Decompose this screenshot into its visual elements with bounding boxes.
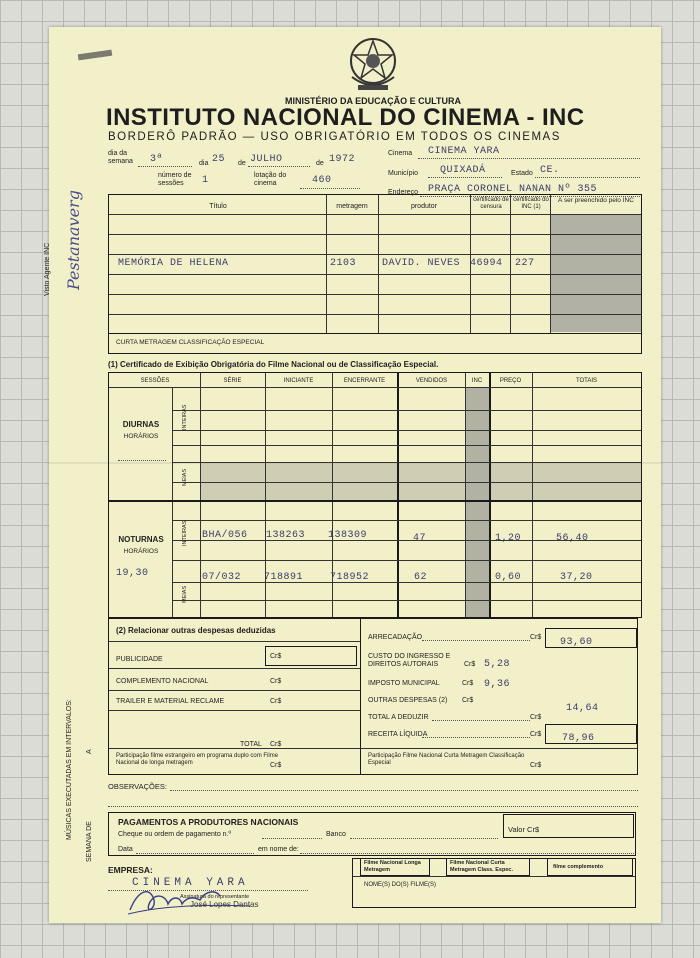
film-row-line [109,254,641,255]
outras-label: OUTRAS DESPESAS (2) [368,697,448,704]
coat-of-arms-emblem [346,35,400,93]
sales-grid-line [173,430,641,431]
film-header-inc-use: A ser preenchido pelo INC [558,197,634,204]
sales-header-inc: INC [471,378,483,384]
curta-participation-label: Participação Filme Nacional Curta Metragem Classificação Especial [368,753,525,766]
outras-currency: Cr$ [462,697,474,704]
custo-currency: Cr$ [464,661,476,668]
noturnas-meias-label: MEIAS [182,585,188,603]
address-label: Endereço [388,189,418,196]
imposto-value: 9,36 [484,679,511,690]
imposto-label: IMPOSTO MUNICIPAL [368,680,440,687]
observacoes-line2 [108,806,638,807]
day-value: 25 [212,154,226,165]
state-line [535,177,640,178]
sales-header-encerrante: ENCERRANTE [343,378,386,384]
row1-preco: 1,20 [495,533,522,544]
form-subtitle: BORDERÔ PADRÃO — USO OBRIGATÓRIO EM TODOS OS CINEMAS [108,131,561,143]
film-col-line [550,195,551,333]
complemento-label: COMPLEMENTO NACIONAL [116,678,209,685]
row1-iniciante: 138263 [266,530,306,541]
banco-line [350,838,498,839]
banco-label: Banco [326,831,346,838]
imposto-currency: Cr$ [462,680,474,687]
observacoes-line [170,790,638,791]
film-row-line [109,294,641,295]
film-type-line [353,876,635,877]
arrecadacao-leader [422,640,530,641]
total-deduzir-leader [432,720,530,721]
film-header-metragem: metragem [336,203,368,210]
municipality-line [428,177,502,178]
diurnas-meias-label: MEIAS [182,468,188,486]
sessions-label: número de sessões [158,172,192,187]
noturnas-inteiras-label: INTEIRAS [182,520,188,546]
year-value: 1972 [329,154,356,165]
complemento-film-label: filme complemento [553,864,604,870]
sales-grid-line [173,482,641,483]
noturnas-horario-value: 19,30 [116,568,149,579]
sales-header-iniciante: INICIANTE [283,378,314,384]
row1-total: 56,40 [556,533,589,544]
visto-label: Visto [44,280,51,296]
arrecadacao-value: 93,60 [560,637,593,648]
agente-label: Agente [44,256,51,279]
total-deduzir-currency: Cr$ [530,714,542,721]
valor-label: Valor Cr$ [508,825,540,834]
film-col-line [510,195,511,333]
longa-label: Filme Nacional Longa Metragem [364,860,421,873]
agent-signature: Pestanaverg [64,190,83,290]
empresa-name: CINEMA YARA [132,877,249,889]
film-header-censura: certificado de censura [473,197,509,210]
rep-signature [120,882,260,918]
weekday-line [138,166,192,167]
receita-leader [422,737,530,738]
arrecadacao-currency: Cr$ [530,634,542,641]
sales-grid-line [173,600,641,601]
receita-label: RECEITA LÍQUIDA [368,731,428,738]
weekday-label: dia da semana [108,150,133,165]
day-label: dia [199,160,209,167]
sales-header-serie: SÉRIE [223,378,242,384]
expenses-total-currency: Cr$ [270,741,282,748]
year-of-label: de [316,160,324,167]
sessions-value: 1 [202,175,209,186]
state-label: Estado [511,170,533,177]
expenses-line [109,668,360,669]
diurnas-inteiras-label: INTEIRAS [182,404,188,430]
row2-vendidos: 62 [414,572,428,583]
expenses-line [109,710,360,711]
month-value: JULHO [250,154,283,165]
state-value: CE. [540,165,560,176]
publicidade-currency: Cr$ [270,653,282,660]
sales-grid-line [173,462,641,463]
film-row-line [109,234,641,235]
curta-label: Filme Nacional Curta Metragem Class. Espec. [450,860,513,873]
noturnas-label: NOTURNAS [118,535,164,544]
arrecadacao-label: ARRECADAÇÃO [368,634,423,641]
receita-currency: Cr$ [530,731,542,738]
film-censorship-value: 46994 [470,258,503,269]
film-header-inc: certificado do INC (1) [513,197,549,210]
curta-participation-currency: Cr$ [530,762,542,769]
institute-title: INSTITUTO NACIONAL DO CINEMA - INC [106,104,585,131]
film-length-value: 2103 [330,258,357,269]
diurnas-horario-line [118,460,166,461]
sales-header-totais: TOTAIS [575,378,598,384]
diurnas-label: DIURNAS [122,420,160,429]
estrangeiro-participation-currency: Cr$ [270,762,282,769]
estrangeiro-participation-label: Participação filme estrangeiro em programa duplo com Filme Nacional de longa metragem [116,753,279,766]
row2-preco: 0,60 [495,572,522,583]
musicas-label: MÚSICAS EXECUTADAS EM INTERVALOS: [66,699,73,840]
film-inc-value: 227 [515,258,535,269]
sales-header-preco: PREÇO [499,378,522,384]
receita-value: 78,96 [562,733,595,744]
row2-encerrante: 718952 [330,572,370,583]
expenses-title: (2) Relacionar outras despesas deduzidas [116,626,276,635]
semana-label: SEMANA DE [86,821,93,862]
nomes-filmes-label: NOME(S) DO(S) FILME(S) [364,882,436,888]
data-line [136,853,254,854]
complemento-currency: Cr$ [270,678,282,685]
nome-line [300,853,634,854]
cinema-value: CINEMA YARA [428,146,500,157]
month-of-label: de [238,160,246,167]
expenses-total-label: TOTAL [240,741,262,748]
film-header-titulo: Título [209,203,227,210]
capacity-line [300,188,360,189]
expenses-line [109,641,360,642]
film-header-produtor: produtor [410,203,438,210]
address-value: PRAÇA CORONEL NANAN Nº 355 [428,184,598,195]
cheque-line [262,838,322,839]
sales-grid-line [173,560,641,561]
trailer-label: TRAILER E MATERIAL RECLAME [116,698,225,705]
observacoes-label: OBSERVAÇÕES: [108,782,167,791]
sales-grid-line [173,445,641,446]
rep-signature-label: Assinatura do representante [180,894,250,900]
expenses-line [109,690,360,691]
sales-header-sessoes: SESSÕES [140,378,170,384]
row1-serie: BHA/056 [202,530,248,541]
expenses-divider [360,619,361,774]
row2-serie: 07/032 [202,572,242,583]
film-row-line [109,314,641,315]
trailer-currency: Cr$ [270,698,282,705]
custo-value: 5,28 [484,659,511,670]
film-header-line [109,214,641,215]
row1-vendidos: 47 [413,533,427,544]
weekday-value: 3ª [150,154,164,165]
noturnas-horarios-label: HORÁRIOS [123,548,159,555]
payments-title: PAGAMENTOS A PRODUTORES NACIONAIS [118,817,299,827]
nome-label: em nome de: [258,846,299,853]
sales-section-line [109,500,641,502]
empresa-label: EMPRESA: [108,865,153,875]
data-label: Data [118,846,133,853]
film-title-value: MEMÓRIA DE HELENA [118,258,229,269]
municipality-value: QUIXADÁ [440,165,486,176]
rep-name: José Lopes Dantas [190,900,259,909]
sales-grid-line [173,520,641,521]
sales-header-vendidos: VENDIDOS [415,378,448,384]
cinema-line [418,158,640,159]
film-col-line [378,195,379,333]
cheque-label: Cheque ou ordem de pagamento n.º [118,831,232,838]
cert-note: (1) Certificado de Exibição Obrigatória do Filme Nacional ou de Classificação Especial. [108,360,439,369]
sales-grid-line [173,410,641,411]
film-footer-label: CURTA METRAGEM CLASSIFICAÇÃO ESPECIAL [116,339,265,346]
ministry-label: MINISTÉRIO DA EDUCAÇÃO E CULTURA [285,96,461,106]
semana-a-label: A [86,749,93,754]
row2-iniciante: 718891 [264,572,304,583]
expenses-participation-line [109,748,637,749]
publicidade-label: PUBLICIDADE [116,656,163,663]
sales-header-line [109,387,641,388]
total-deduzir-value: 14,64 [566,703,599,714]
film-footer-line [109,333,641,334]
diurnas-meias-shade-right [489,462,641,500]
month-line [248,166,310,167]
capacity-value: 460 [312,175,332,186]
film-col-line [326,195,327,333]
diurnas-horarios-label: HORÁRIOS [123,433,159,440]
total-deduzir-label: TOTAL A DEDUZIR [368,714,429,721]
inc-side-label: INC [44,242,51,255]
capacity-label: lotação do cinema [254,172,287,187]
film-row-line [109,274,641,275]
row1-encerrante: 138309 [328,530,368,541]
film-producer-value: DAVID. NEVES [382,258,461,269]
visto-agente-label [44,243,52,296]
municipality-label: Município [388,170,418,177]
row2-total: 37,20 [560,572,593,583]
custo-label: CUSTO DO INGRESSO E DIREITOS AUTORAIS [368,653,451,668]
cinema-label: Cinema [388,150,413,157]
